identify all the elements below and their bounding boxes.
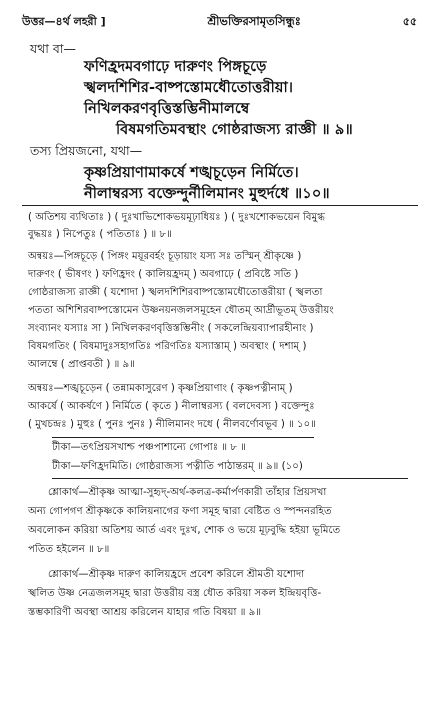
gloss-line: বুদ্ধয়ঃ ) নিপেতুঃ ( পতিতাঃ ) ॥ ৮॥ — [28, 229, 172, 240]
verse-line-1: ফণিহ্রদমবগাঢ়ে দারুণং পিঙ্গচূড়ে — [84, 58, 267, 75]
page-number: ৫৫ — [402, 14, 417, 28]
sloka-1-line: অবলোকন করিয়া অতিশয় আর্ত এবং দুঃখ, শোক ও ভয়ে মূঢ়বুদ্ধি হইয়া ভূমিতে — [28, 525, 341, 536]
anvaya-2-line: আকর্ষে ( আকর্ষণে ) নির্মিতে ( কৃতে ) নীলাম্বরস্য ( বলদেবস্য ) বক্তেন্দুঃ — [28, 401, 315, 412]
chapter-label: উত্তর—৪র্থ লহরী ] — [22, 14, 106, 28]
verse-line-3: নিখিলকরণবৃত্তিস্তম্ভিনীমালম্বে — [84, 100, 250, 117]
anvaya-1-line: দারুণং ( ভীষণং ) ফণিহ্রদং ( কালিয়হ্রদম্ ) অবগাঢ়ে ( প্রবিষ্টে সতি ) — [28, 269, 299, 280]
sloka-2-line: শ্লোকার্থ—শ্রীকৃষ্ণ দারুণ কালিয়হ্রদে প্রবেশ করিলে শ্রীমতী যশোদা — [48, 569, 305, 580]
verse-intro-2: তস্য প্রিয়জনো, যথা— — [30, 143, 143, 158]
anvaya-1-line: অন্বয়ঃ—পিঙ্গচূড়ে ( পিঙ্গং ময়ূরবর্হং চূড়ায়াং যস্য সঃ তস্মিন্ শ্রীকৃষ্ণে ) — [28, 251, 302, 262]
anvaya-2-line: ( মুখচন্দ্রঃ ) মুহুঃ ( পুনঃ পুনঃ ) নীলিমানং দধে ( নীলবর্ণোবভূব ) ॥ ১০॥ — [28, 419, 317, 430]
verse-line-6: নীলাম্বরস্য বক্তেন্দুর্নীলিমানং মুহুর্দধে ॥১০॥ — [84, 185, 330, 202]
gloss-line: ( অতিশয় ব্যথিতাঃ ) ( দুঃখাভিশোকভয়মূঢ়াধিয়ঃ ) ( দুঃখশোকভয়েন বিমুগ্ধ — [28, 212, 325, 223]
tika-line-2: টীকা—ফণিহ্রদমিতি। গোষ্ঠরাজস্য পত্নীতি পাঠান্তরম্ ॥ ৯॥ (১০) — [52, 461, 303, 472]
divider — [22, 205, 418, 206]
anvaya-1-line: বিষমগতিং ( বিষমাদুঃসহাগতিঃ পরিণতিঃ যস্যাস্তাম্ ) অবস্থাং ( দশাম্ ) — [28, 341, 307, 352]
page-header — [22, 12, 417, 32]
anvaya-1-line: সংব্যানং যস্যাঃ সা ) নিখিলকরণবৃত্তিস্তম্ভিনীং ( সকলেন্দ্রিয়ব্যাপারহীনাং ) — [28, 323, 314, 334]
sloka-1-line: অন্য গোপগণ শ্রীকৃষ্ণকে কালিয়নাগের ফণা সমূহ দ্বারা বেষ্টিত ও স্পন্দনরহিত — [28, 506, 332, 517]
verse-line-2: স্খলদশিশির-বাষ্পস্তোমধৌতোত্তরীয়া। — [84, 79, 294, 96]
verse-line-4: বিষমগতিমবস্থাং গোষ্ঠরাজস্য রাজ্ঞী ॥ ৯॥ — [116, 121, 353, 138]
tika-rule-top — [52, 437, 314, 438]
anvaya-1-line: গোষ্ঠরাজস্য রাজ্ঞী ( যশোদা ) স্খলদশিশিরবাষ্পস্তোমধৌতোত্তরীয়া ( স্খলতা — [28, 287, 323, 298]
anvaya-1-line: আলম্বে ( প্রাপ্তবতী ) ॥ ৯॥ — [28, 359, 136, 370]
anvaya-2-line: অন্বয়ঃ—শঙ্খচূড়েন ( তন্নামকাসুরেণ ) কৃষ্ণপ্রিয়াণাং ( কৃষ্ণপত্নীনাম্ ) — [28, 383, 293, 394]
sloka-1-line: পতিত হইলেন ॥ ৮॥ — [28, 544, 110, 555]
book-title: শ্রীভক্তিরসামৃতসিন্ধুঃ — [207, 13, 301, 28]
sloka-2-line: স্তম্ভকারিণী অবস্থা আশ্রয় করিলেন যাহার গতি বিষয়া ॥ ৯॥ — [28, 607, 262, 618]
tika-rule-bottom — [52, 478, 408, 479]
verse-intro: যথা বা— — [30, 41, 76, 56]
tika-line-1: টীকা—তৎপ্রিয়সখাশ্চ পঞ্চপাশান্যে গোপাঃ ॥ ৮ ॥ — [52, 442, 246, 453]
anvaya-1-line: পততা অশিশিরবাষ্পস্তোমেন উষ্ণনয়নজলসমূহেন ধৌতম্ আর্দ্রীভূতম্ উত্তরীয়ং — [28, 305, 334, 316]
sloka-2-line: স্খলিত উষ্ণ নেত্রজলসমূহ দ্বারা উত্তরীয় বস্ত্র ধৌত করিয়া সকল ইন্দ্রিয়বৃত্তি- — [28, 588, 322, 599]
sloka-1-line: শ্লোকার্থ—শ্রীকৃষ্ণ আত্মা-সুহৃদ্-অর্থ-কলত্র-কর্মার্পণকারী তাঁহার প্রিয়সখা — [48, 487, 327, 498]
verse-line-5: কৃষ্ণপ্রিয়াণামাকর্ষে শঙ্খচূড়েন নির্মিতে। — [84, 164, 299, 181]
